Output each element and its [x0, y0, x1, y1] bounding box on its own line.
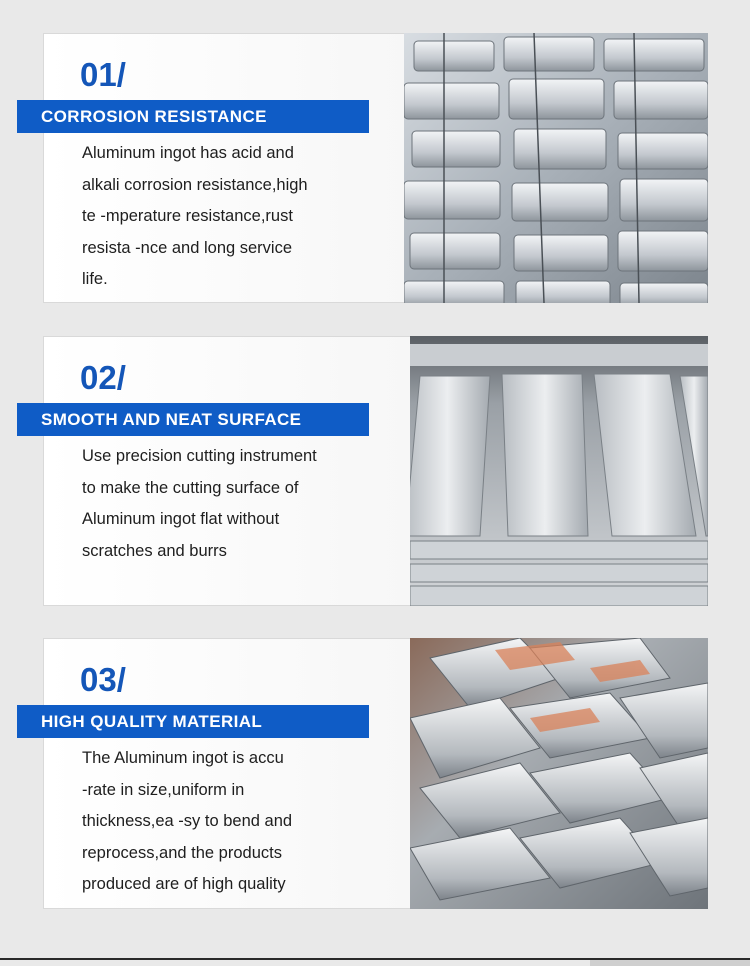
feature-title-banner: CORROSION RESISTANCE [17, 100, 369, 133]
feature-description: Use precision cutting instrument to make the cutting surface of Aluminum ingot flat without scratches and burrs [82, 447, 317, 560]
aluminum-ingot-surface-photo [410, 336, 708, 606]
feature-number: 02/ [80, 359, 126, 396]
feature-card-quality [43, 638, 708, 909]
feature-description: The Aluminum ingot is accu -rate in size,uniform in thickness,ea -sy to bend and reprocess,and the products produced are of high quality [82, 749, 293, 893]
bottom-divider-accent [590, 960, 750, 966]
feature-number: 01/ [80, 56, 126, 93]
feature-description: Aluminum ingot has acid and alkali corrosion resistance,high te -mperature resistance,rust resista -nce and long service life. [82, 144, 308, 288]
feature-title-banner: HIGH QUALITY MATERIAL [17, 705, 369, 738]
aluminum-ingot-pile-photo [410, 638, 708, 909]
feature-card-surface [43, 336, 708, 606]
feature-card-corrosion [43, 33, 708, 303]
aluminum-ingot-stack-photo [404, 33, 708, 303]
feature-title-banner: SMOOTH AND NEAT SURFACE [17, 403, 369, 436]
feature-number: 03/ [80, 661, 126, 698]
